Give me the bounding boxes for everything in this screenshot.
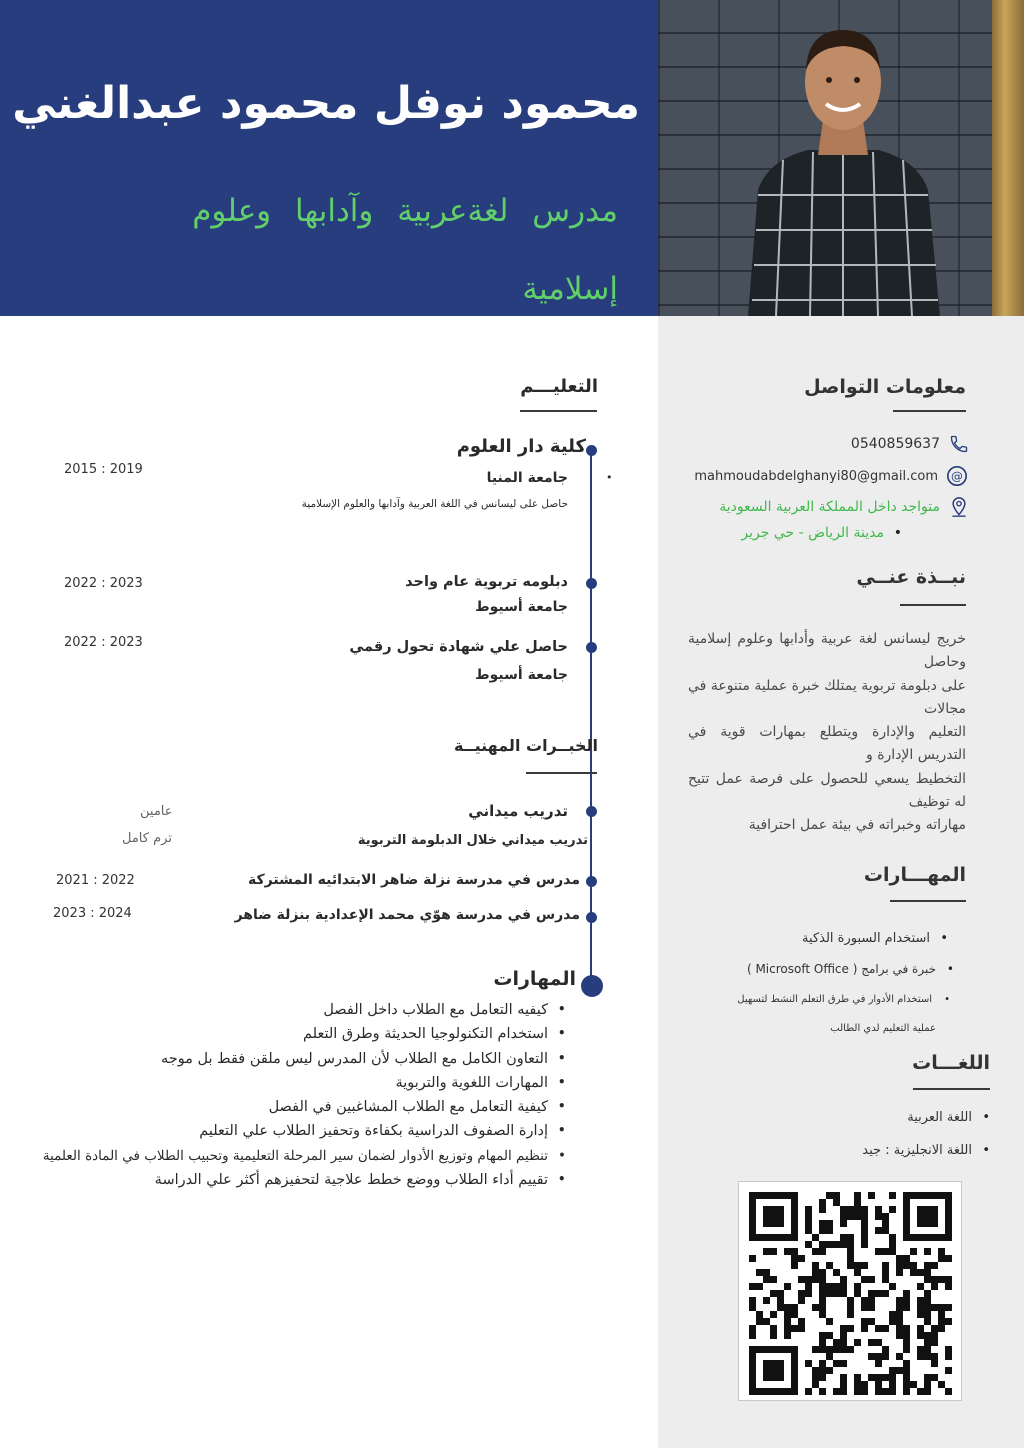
main-skill-item: • كيفية التعامل مع الطلاب المشاغبين في الفصل (43, 1095, 566, 1119)
main-skill-item: • إدارة الصفوف الدراسية بكفاءة وتحفيز الطلاب علي التعليم (43, 1119, 566, 1143)
experience-underline (526, 772, 597, 774)
phone-number[interactable]: 0540859637 (850, 436, 940, 452)
languages-underline (913, 1088, 990, 1090)
education-underline (520, 410, 597, 412)
timeline-dot (586, 445, 597, 456)
main-skill-item: • كيفيه التعامل مع الطلاب داخل الفصل (43, 998, 566, 1022)
about-text (688, 628, 966, 838)
about-line: التخطيط يسعي للحصول على فرصة عمل تتيح له توظيف (688, 770, 966, 811)
timeline-dot (586, 642, 597, 653)
profile-photo (658, 0, 1024, 316)
exp-1-duration: عامين (140, 804, 173, 819)
timeline-dot (586, 806, 597, 817)
job-title: مدرس لغةعربية وآدابها وعلوم إسلامية (192, 193, 618, 307)
contact-email-row (694, 465, 968, 487)
edu-3-date: 2022 : 2023 (64, 635, 143, 650)
side-skills-title: المهـــارات (863, 864, 966, 886)
edu-1-bullet: • (606, 471, 613, 484)
location-pin-icon (948, 496, 970, 518)
languages-list (862, 1101, 990, 1167)
contact-phone-row (830, 433, 970, 455)
experience-title: الخبــرات المهنيــة (453, 736, 598, 755)
timeline-dot (586, 912, 597, 923)
main-skills-list (43, 998, 566, 1192)
qr-code-graphic (739, 1182, 961, 1400)
main-skill-item: • تنظيم المهام وتوزيع الأدوار لضمان سير المرحلة التعليمية وتحبيب الطلاب في المادة العلمية (43, 1144, 566, 1168)
main-skills-title: المهارات (493, 968, 576, 990)
contact-location-row (719, 496, 970, 518)
edu-1-name: كلية دار العلوم (456, 436, 586, 457)
main-skill-item: • المهارات اللغوية والتربوية (43, 1071, 566, 1095)
location-text: متواجد داخل المملكة العربية السعودية (719, 499, 940, 515)
edu-1-date: 2015 : 2019 (64, 462, 143, 477)
exp-1-detail: تدريب ميداني خلال الدبلومة التربوية (357, 833, 588, 848)
qr-code[interactable] (738, 1181, 962, 1401)
city-item: • مدينة الرياض - حي جرير (741, 525, 902, 541)
phone-icon (948, 433, 970, 455)
full-name: محمود نوفل محمود عبدالغني (12, 78, 640, 129)
city-list (741, 525, 902, 541)
contact-title: معلومات التواصل (804, 376, 966, 398)
side-skill-item: • استخدام الأدوار في طرق التعلم النشط لتسهيل (737, 992, 950, 1008)
exp-2-name: مدرس في مدرسة نزلة ضاهر الابتدائيه المشتركة (248, 872, 580, 888)
about-title-underline (900, 604, 966, 606)
email-address[interactable]: mahmoudabdelghanyi80@gmail.com (694, 468, 938, 484)
edu-3-place: جامعة أسيوط (475, 667, 568, 683)
timeline-dot (586, 578, 597, 589)
timeline-end-dot (581, 975, 603, 997)
main-skill-item: • التعاون الكامل مع الطلاب لأن المدرس ليس ملقن فقط بل موجه (43, 1047, 566, 1071)
side-skill-item: • خبرة في برامج ( Microsoft Office ) (747, 958, 954, 980)
about-line: على دبلومة تربوية يمتلك خبرة عملية متنوعة في مجالات (688, 677, 966, 717)
about-line: خريج ليسانس لغة عربية وأدابها وعلوم إسلامية وحاصل (688, 631, 966, 671)
at-sign-icon (946, 465, 968, 487)
languages-title: اللغـــات (912, 1052, 990, 1074)
edu-1-detail: حاصل على ليسانس في اللغة العربية وآدابها والعلوم الإسلامية (301, 498, 568, 510)
edu-2-name: دبلومه تربوية عام واحد (405, 574, 568, 590)
education-title: التعليـــم (520, 376, 598, 397)
language-item: • اللغة العربية (862, 1101, 990, 1134)
side-skills-list (802, 929, 948, 949)
language-item: • اللغة الانجليزية : جيد (862, 1134, 990, 1167)
contact-title-underline (893, 410, 966, 412)
side-skills-list-2 (747, 958, 954, 980)
timeline-line (590, 450, 592, 988)
side-skill-item: • استخدام السبورة الذكية (802, 929, 948, 949)
header-banner (0, 0, 658, 316)
exp-2-date: 2021 : 2022 (56, 873, 135, 888)
timeline-dot (586, 876, 597, 887)
about-title: نبــذة عنــي (856, 566, 966, 588)
edu-2-place: جامعة أسيوط (475, 599, 568, 615)
person-portrait (728, 0, 958, 316)
side-skill-continuation: عملية التعليم لدي الطالب (830, 1023, 936, 1034)
exp-3-date: 2023 : 2024 (53, 906, 132, 921)
edu-3-name: حاصل علي شهادة تحول رقمي (349, 639, 568, 655)
main-skill-item: • تقييم أداء الطلاب ووضع خطط علاجية لتحفيزهم أكثر علي الدراسة (43, 1168, 566, 1192)
exp-1-name: تدريب ميداني (468, 802, 568, 820)
main-skill-item: • استخدام التكنولوجيا الحديثة وطرق التعلم (43, 1022, 566, 1046)
side-skills-list-3 (737, 992, 950, 1008)
edu-2-date: 2022 : 2023 (64, 576, 143, 591)
side-skills-underline (890, 900, 966, 902)
about-line: التعليم والإدارة ويتطلع بمهارات قوية في التدريس الإدارة و (688, 724, 966, 764)
exp-3-name: مدرس في مدرسة هوّي محمد الإعدادية بنزلة ضاهر (234, 907, 580, 923)
exp-1-duration-2: ترم كامل (122, 831, 172, 846)
svg-text:@: @ (951, 469, 963, 484)
edu-1-place: جامعة المنيا (486, 470, 568, 486)
about-line: مهاراته وخبراته في بيئة عمل احترافية (748, 817, 966, 834)
